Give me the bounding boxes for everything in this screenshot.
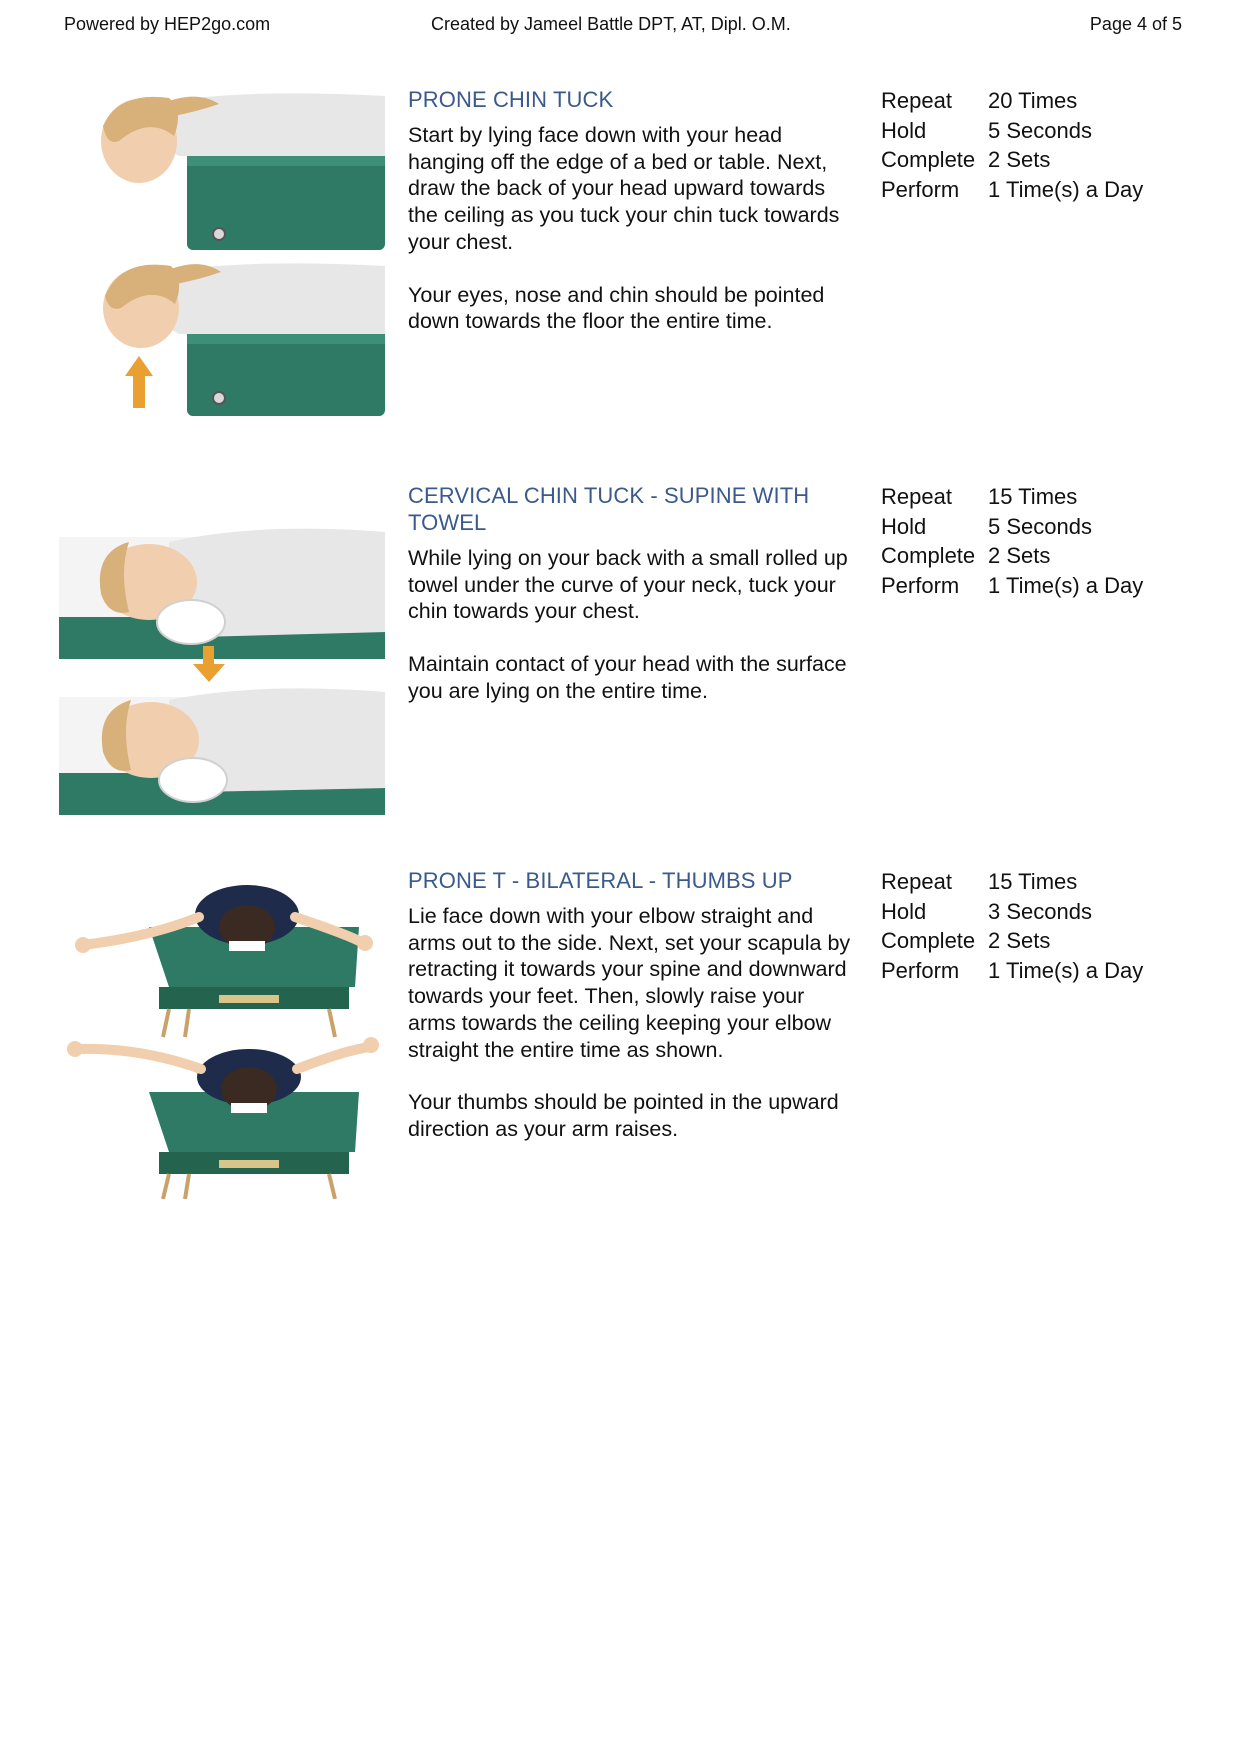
description-paragraph: Your eyes, nose and chin should be pointed down towards the floor the entire time. — [408, 282, 825, 334]
param-value: 20 Times — [988, 88, 1078, 113]
param-row-perform — [881, 571, 1211, 601]
description-paragraph: Start by lying face down with your head hanging off the edge of a bed or table. Next, draw the back of your head upward towards the ceiling as you tuck your chin tuck towards your chest. — [408, 123, 840, 254]
param-value: 15 Times — [988, 869, 1078, 894]
param-label: Hold — [881, 513, 927, 539]
param-row-perform — [881, 956, 1211, 986]
param-label: Complete — [881, 147, 976, 172]
description-paragraph: Lie face down with your elbow straight and arms out to the side. Next, set your scapula by retracting it towards your spine and downward towards your feet. Then, slowly raise your arms towards the ceiling keeping your elbow straight the entire time as shown. — [408, 904, 851, 1062]
param-value: 1 Time(s) a Day — [988, 572, 1144, 598]
exercise-description — [408, 903, 858, 1143]
page-header — [0, 14, 1240, 38]
param-row-complete — [881, 541, 1211, 571]
description-paragraph: Maintain contact of your head with the surface you are lying on the entire time. — [408, 652, 847, 703]
created-by-text: Created by Jameel Battle DPT, AT, Dipl. O.M. — [431, 14, 791, 34]
param-label: Repeat — [881, 869, 952, 894]
page-number: Page 4 of 5 — [1089, 14, 1182, 34]
up-arrow-icon — [125, 356, 153, 408]
param-value: 2 Sets — [988, 543, 1051, 568]
description-paragraph: While lying on your back with a small rolled up towel under the curve of your neck, tuck your chin towards your chest. — [408, 546, 848, 624]
param-label: Complete — [881, 928, 976, 953]
exercise-params — [881, 482, 1211, 600]
param-row-perform — [881, 175, 1211, 205]
param-value: 15 Times — [988, 484, 1078, 509]
param-row-complete — [881, 145, 1211, 175]
param-label: Repeat — [881, 484, 952, 509]
param-value: 5 Seconds — [988, 117, 1092, 143]
param-label: Perform — [881, 176, 960, 202]
param-value: 2 Sets — [988, 147, 1051, 172]
prone-chin-tuck-illustration — [59, 86, 385, 416]
param-row-repeat — [881, 482, 1211, 512]
param-label: Repeat — [881, 88, 952, 113]
powered-by-text: Powered by HEP2go.com — [64, 14, 271, 34]
param-value: 1 Time(s) a Day — [988, 957, 1144, 983]
param-value: 5 Seconds — [988, 513, 1092, 539]
description-paragraph: Your thumbs should be pointed in the upward direction as your arm raises. — [408, 1090, 839, 1141]
exercise-title: PRONE CHIN TUCK — [408, 87, 614, 112]
param-row-hold — [881, 116, 1211, 146]
exercise-title: PRONE T - BILATERAL - THUMBS UP — [408, 868, 793, 893]
exercise-params — [881, 867, 1211, 985]
param-row-hold — [881, 512, 1211, 542]
param-label: Perform — [881, 572, 960, 598]
param-label: Perform — [881, 957, 960, 983]
param-row-hold — [881, 897, 1211, 927]
param-value: 2 Sets — [988, 928, 1051, 953]
exercise-title: CERVICAL CHIN TUCK - SUPINE WITH TOWEL — [408, 483, 810, 535]
param-label: Complete — [881, 543, 976, 568]
param-label: Hold — [881, 117, 927, 143]
param-value: 3 Seconds — [988, 898, 1092, 924]
exercise-description — [408, 545, 858, 705]
supine-chin-tuck-illustration — [59, 482, 385, 815]
exercise-params — [881, 86, 1211, 204]
param-value: 1 Time(s) a Day — [988, 176, 1144, 202]
param-row-repeat — [881, 86, 1211, 116]
param-row-complete — [881, 926, 1211, 956]
param-label: Hold — [881, 898, 927, 924]
exercise-description — [408, 122, 858, 335]
param-row-repeat — [881, 867, 1211, 897]
prone-t-illustration — [59, 867, 385, 1199]
